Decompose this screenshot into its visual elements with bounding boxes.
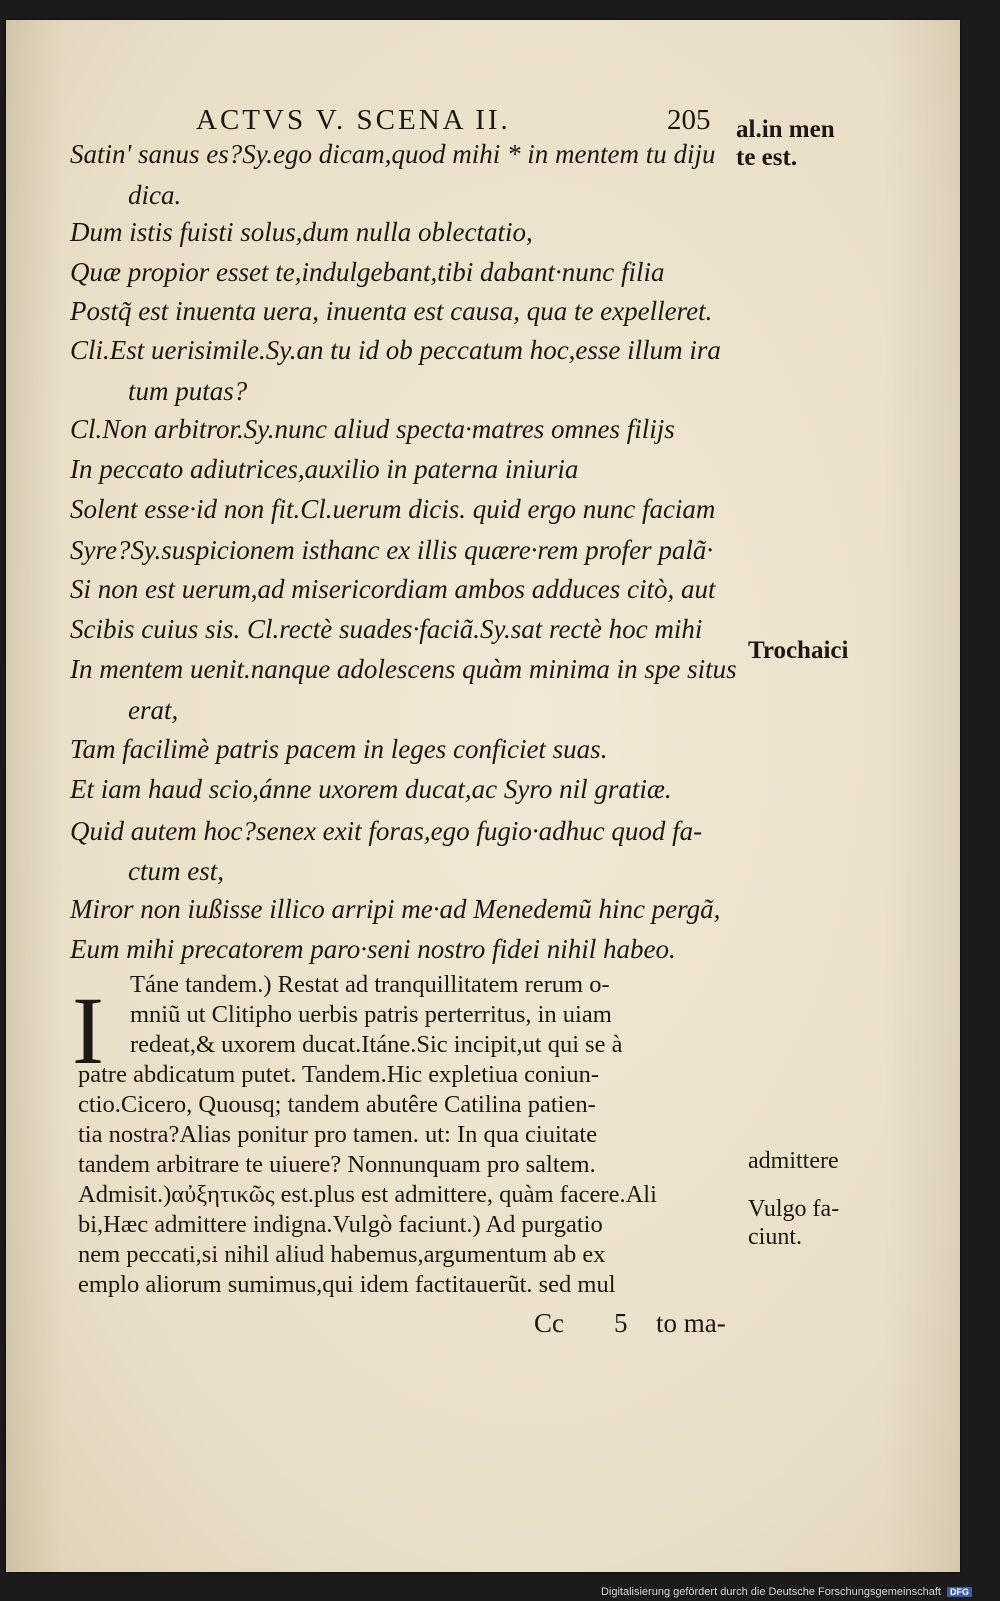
verse-line: Satin' sanus es?Sy.ego dicam,quod mihi * in mentem tu diju	[70, 139, 716, 169]
catchword: to ma-	[656, 1308, 726, 1338]
verse-line: Et iam haud scio,ánne uxorem ducat,ac Syro nil gratiæ.	[70, 774, 672, 804]
verse-line: erat,	[128, 695, 179, 725]
credit-text: Digitalisierung gefördert durch die Deutsche Forschungsgemeinschaft	[600, 1586, 941, 1598]
margin-note: te est.	[736, 144, 798, 171]
margin-note: ciunt.	[748, 1224, 802, 1250]
signature-mark: Cc	[534, 1308, 564, 1338]
margin-note: al.in men	[736, 116, 835, 143]
commentary-line: nem peccati,si nihil aliud habemus,argumentum ab ex	[78, 1241, 606, 1268]
verse-line: Si non est uerum,ad misericordiam ambos adduces citò, aut	[70, 574, 716, 604]
commentary-line: tandem arbitrare te uiuere? Nonnunquam pro saltem.	[78, 1151, 596, 1178]
verse-line: ctum est,	[128, 856, 224, 886]
drop-cap: I	[72, 977, 104, 1084]
commentary-line: Admisit.)αὐξητικῶς est.plus est admittere, quàm facere.Ali	[78, 1181, 657, 1208]
margin-note: Trochaici	[748, 637, 849, 664]
margin-note: admittere	[748, 1148, 839, 1174]
verse-line: Miror non iußisse illico arripi me·ad Menedemũ hinc pergã,	[70, 894, 721, 924]
margin-note: Vulgo fa-	[748, 1196, 840, 1222]
commentary-line: emplo aliorum sumimus,qui idem factitauerũt. sed mul	[78, 1271, 616, 1298]
verse-line: Scibis cuius sis. Cl.rectè suades·faciã.Sy.sat rectè hoc mihi	[70, 614, 703, 644]
verse-line: Quæ propior esset te,indulgebant,tibi dabant·nunc filia	[70, 257, 665, 287]
verse-line: In mentem uenit.nanque adolescens quàm minima in spe situs	[70, 654, 737, 684]
commentary-line: bi,Hæc admittere indigna.Vulgò faciunt.) Ad purgatio	[78, 1211, 603, 1238]
verse-line: Postq̃ est inuenta uera, inuenta est causa, qua te expelleret.	[70, 296, 713, 326]
running-title: ACTVS V. SCENA II.	[196, 104, 511, 136]
verse-line: Solent esse·id non fit.Cl.uerum dicis. quid ergo nunc faciam	[70, 494, 716, 524]
signature-number: 5	[614, 1308, 628, 1338]
verse-line: Quid autem hoc?senex exit foras,ego fugio·adhuc quod fa-	[70, 816, 703, 846]
commentary-line: patre abdicatum putet. Tandem.Hic expletiua coniun-	[78, 1061, 599, 1088]
book-page	[6, 20, 960, 1572]
verse-line: Syre?Sy.suspicionem isthanc ex illis quære·rem profer palã·	[70, 535, 714, 565]
dfg-logo: DFG	[947, 1587, 972, 1597]
commentary-line: redeat,& uxorem ducat.Itáne.Sic incipit,ut qui se à	[130, 1031, 623, 1058]
verse-line: In peccato adiutrices,auxilio in paterna iniuria	[70, 454, 579, 484]
verse-line: Dum istis fuisti solus,dum nulla oblectatio,	[70, 217, 533, 247]
verse-line: tum putas?	[128, 376, 248, 406]
page-number: 205	[667, 104, 711, 136]
verse-line: Cli.Est uerisimile.Sy.an tu id ob peccatum hoc,esse illum ira	[70, 335, 721, 365]
commentary-line: mniũ ut Clitipho uerbis patris perterritus, in uiam	[130, 1001, 612, 1028]
verse-line: Cl.Non arbitror.Sy.nunc aliud specta·matres omnes filijs	[70, 414, 675, 444]
digitization-credit	[601, 1586, 972, 1598]
verse-line: dica.	[128, 180, 182, 210]
commentary-line: tia nostra?Alias ponitur pro tamen. ut: In qua ciuitate	[78, 1121, 598, 1148]
commentary-line: ctio.Cicero, Quousq; tandem abutêre Catilina patien-	[78, 1091, 596, 1118]
verse-line: Tam facilimè patris pacem in leges conficiet suas.	[70, 734, 608, 764]
commentary-line: Táne tandem.) Restat ad tranquillitatem rerum o-	[130, 971, 610, 998]
verse-line: Eum mihi precatorem paro·seni nostro fidei nihil habeo.	[70, 934, 676, 964]
